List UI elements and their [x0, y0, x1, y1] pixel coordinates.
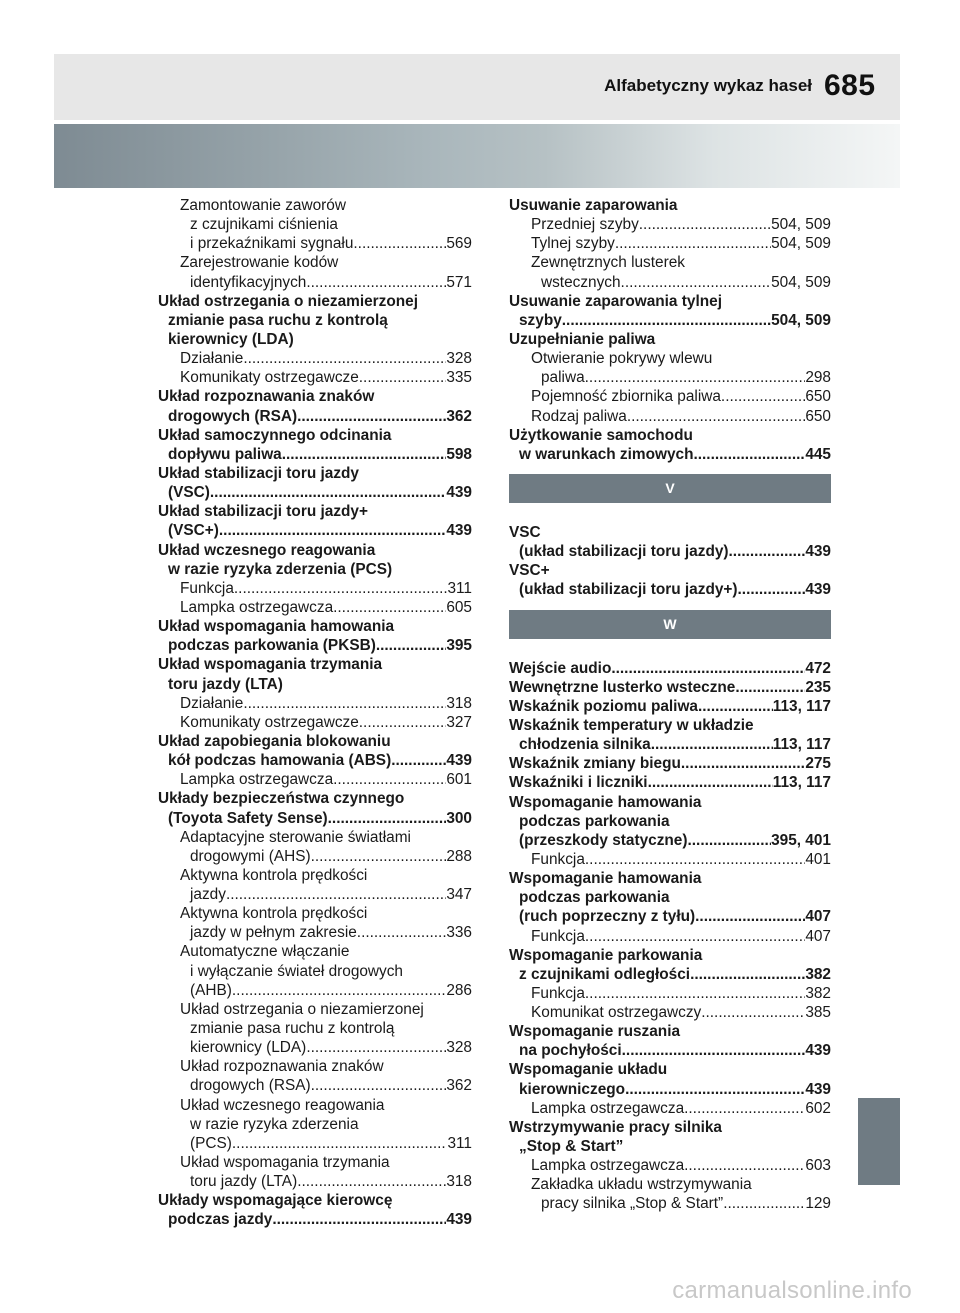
- page-reference: 288: [446, 847, 472, 865]
- dot-leader: [357, 923, 447, 942]
- page-reference: 601: [446, 771, 472, 789]
- page-reference: 335: [446, 369, 472, 387]
- dot-leader: [376, 636, 446, 655]
- page-reference: 328: [446, 350, 472, 368]
- entry-text: drogowych (RSA): [190, 1077, 311, 1095]
- index-entry: toru jazdy (LTA): [168, 675, 283, 693]
- entry-text: kierownicy (LDA): [190, 1039, 307, 1057]
- dot-leader: [306, 1038, 446, 1057]
- dot-leader: [690, 965, 805, 984]
- entry-text: pracy silnika „Stop & Start”: [541, 1195, 724, 1213]
- index-subentry: [509, 1003, 831, 1022]
- dot-leader: [359, 713, 447, 732]
- dot-leader: [693, 445, 805, 464]
- entry-text: wstecznych: [541, 273, 621, 291]
- index-entry: Usuwanie zaparowania: [509, 197, 678, 214]
- page-reference: 439: [805, 581, 831, 599]
- index-entry: Układ stabilizacji toru jazdy+: [158, 503, 368, 521]
- index-entry: Układ samoczynnego odcinania: [158, 426, 392, 444]
- dot-leader: [611, 659, 805, 678]
- dot-leader: [243, 349, 446, 368]
- index-entry: [509, 1080, 831, 1099]
- index-entry: podczas parkowania: [519, 889, 670, 907]
- page-reference: 327: [446, 713, 472, 731]
- index-entry: Układy bezpieczeństwa czynnego: [158, 790, 405, 808]
- page-reference: 504, 509: [771, 235, 831, 253]
- index-entry: [509, 580, 831, 599]
- index-entry: Układy wspomagające kierowcę: [158, 1192, 393, 1210]
- index-entry: VSC: [509, 523, 541, 541]
- dot-leader: [234, 579, 448, 598]
- header-gradient-band: [54, 124, 900, 188]
- dot-leader: [585, 368, 806, 387]
- index-subentry: [158, 349, 472, 368]
- page-reference: 571: [446, 273, 472, 291]
- index-entry: [509, 445, 831, 464]
- page-reference: 382: [805, 965, 831, 983]
- entry-text: Funkcja: [531, 850, 585, 868]
- section-letter-header: V: [509, 474, 831, 503]
- page-reference: 318: [446, 1173, 472, 1191]
- dot-leader: [681, 754, 805, 773]
- entry-text: podczas parkowania (PKSB): [168, 637, 376, 655]
- entry-text: podczas jazdy: [168, 1211, 273, 1229]
- dot-leader: [648, 773, 773, 792]
- page-header: [54, 54, 900, 120]
- page-reference: 504, 509: [771, 216, 831, 234]
- index-subentry: [158, 368, 472, 387]
- page-reference: 395: [446, 637, 472, 655]
- index-entry: Układ rozpoznawania znaków: [158, 388, 375, 406]
- dot-leader: [359, 368, 447, 387]
- index-entry: [509, 773, 831, 792]
- index-subentry: Automatyczne włączanie: [180, 943, 350, 961]
- index-subentry: [509, 1194, 831, 1213]
- entry-text: jazdy: [190, 886, 226, 904]
- entry-text: Komunikat ostrzegawczy: [531, 1004, 702, 1022]
- page-reference: 395, 401: [771, 831, 831, 849]
- page-reference: 286: [446, 981, 472, 999]
- page-reference: 598: [446, 445, 472, 463]
- index-subentry: [509, 387, 831, 406]
- index-entry: [509, 754, 831, 773]
- dot-leader: [615, 234, 771, 253]
- dot-leader: [232, 1134, 448, 1153]
- page-reference: 407: [805, 927, 831, 945]
- index-subentry: Zamontowanie zaworów: [180, 197, 346, 214]
- dot-leader: [651, 735, 773, 754]
- entry-text: Funkcja: [531, 984, 585, 1002]
- dot-leader: [684, 1156, 805, 1175]
- page-number: 685: [824, 69, 876, 102]
- index-entry: [158, 521, 472, 540]
- dot-leader: [723, 1194, 805, 1213]
- page-reference: 336: [446, 924, 472, 942]
- dot-leader: [721, 387, 805, 406]
- index-entry: „Stop & Start”: [519, 1138, 624, 1156]
- dot-leader: [627, 407, 805, 426]
- page-reference: 298: [805, 369, 831, 387]
- entry-text: jazdy w pełnym zakresie: [190, 924, 357, 942]
- entry-text: Komunikaty ostrzegawcze: [180, 713, 359, 731]
- entry-text: Wewnętrzne lusterko wsteczne: [509, 678, 736, 696]
- index-entry: [158, 809, 472, 828]
- index-entry: Wspomaganie hamowania: [509, 870, 702, 888]
- entry-text: dopływu paliwa: [168, 445, 282, 463]
- page-reference: 472: [805, 659, 831, 677]
- index-subentry: z czujnikami ciśnienia: [190, 216, 338, 234]
- index-entry: [158, 407, 472, 426]
- section-letter-header: W: [509, 610, 831, 639]
- dot-leader: [585, 984, 805, 1003]
- index-subentry: [158, 981, 472, 1000]
- index-subentry: Układ rozpoznawania znaków: [180, 1058, 384, 1076]
- dot-leader: [625, 1080, 805, 1099]
- index-entry: Wskaźnik temperatury w układzie: [509, 716, 754, 734]
- index-entry: Układ ostrzegania o niezamierzonej: [158, 292, 419, 310]
- entry-text: Wskaźnik poziomu paliwa: [509, 697, 698, 715]
- header-title: Alfabetyczny wykaz haseł: [604, 76, 812, 95]
- page-reference: 439: [446, 752, 472, 770]
- index-subentry: [158, 579, 472, 598]
- entry-text: identyfikacyjnych: [190, 273, 307, 291]
- index-subentry: i wyłączanie świateł drogowych: [190, 962, 403, 980]
- entry-text: Wskaźniki i liczniki: [509, 774, 648, 792]
- index-entry: [158, 751, 472, 770]
- index-entry: Układ stabilizacji toru jazdy: [158, 464, 359, 482]
- entry-text: drogowych (RSA): [168, 407, 298, 425]
- dot-leader: [622, 1041, 806, 1060]
- index-subentry: [509, 1099, 831, 1118]
- index-subentry: [158, 885, 472, 904]
- index-entry: [509, 907, 831, 926]
- index-subentry: [509, 234, 831, 253]
- index-entry: VSC+: [509, 562, 550, 580]
- entry-text: Wskaźnik zmiany biegu: [509, 755, 681, 773]
- dot-leader: [328, 809, 447, 828]
- page-reference: 605: [446, 598, 472, 616]
- page-reference: 439: [805, 543, 831, 561]
- index-subentry: Układ ostrzegania o niezamierzonej: [180, 1000, 424, 1018]
- entry-text: (PCS): [190, 1134, 232, 1152]
- index-subentry: [509, 984, 831, 1003]
- entry-text: Lampka ostrzegawcza: [180, 771, 334, 789]
- page-reference: 439: [446, 1211, 472, 1229]
- index-entry: [509, 697, 831, 716]
- index-subentry: zmianie pasa ruchu z kontrolą: [190, 1020, 395, 1038]
- page-reference: 650: [805, 407, 831, 425]
- watermark: carmanualsonline.info: [672, 1277, 912, 1304]
- entry-text: w warunkach zimowych: [519, 445, 694, 463]
- page-reference: 385: [805, 1004, 831, 1022]
- dot-leader: [226, 885, 446, 904]
- dot-leader: [695, 907, 805, 926]
- page-reference: 407: [805, 908, 831, 926]
- index-entry: Użytkowanie samochodu: [509, 426, 693, 444]
- index-entry: podczas parkowania: [519, 812, 670, 830]
- page-reference: 439: [446, 484, 472, 502]
- entry-text: paliwa: [541, 369, 585, 387]
- index-entry: Układ wspomagania hamowania: [158, 618, 395, 636]
- index-entry: Wspomaganie parkowania: [509, 946, 703, 964]
- dot-leader: [621, 273, 772, 292]
- index-subentry: [158, 273, 472, 292]
- entry-text: (układ stabilizacji toru jazdy+): [519, 581, 738, 599]
- entry-text: Lampka ostrzegawcza: [531, 1099, 685, 1117]
- dot-leader: [311, 847, 447, 866]
- entry-text: Komunikaty ostrzegawcze: [180, 369, 359, 387]
- entry-text: (przeszkody statyczne): [519, 831, 688, 849]
- index-entry: Wspomaganie ruszania: [509, 1023, 681, 1041]
- index-entry: Układ wczesnego reagowania: [158, 541, 376, 559]
- dot-leader: [562, 311, 771, 330]
- entry-text: (ruch poprzeczny z tyłu): [519, 908, 696, 926]
- dot-leader: [391, 751, 446, 770]
- index-entry: Wstrzymywanie pracy silnika: [509, 1118, 722, 1136]
- dot-leader: [698, 697, 773, 716]
- entry-text: Funkcja: [531, 927, 585, 945]
- index-entry: [509, 311, 831, 330]
- page-reference: 347: [446, 886, 472, 904]
- dot-leader: [738, 580, 806, 599]
- index-subentry: [158, 770, 472, 789]
- dot-leader: [585, 850, 805, 869]
- page-reference: 235: [805, 678, 831, 696]
- page-reference: 328: [446, 1039, 472, 1057]
- page-reference: 602: [805, 1099, 831, 1117]
- dot-leader: [639, 215, 771, 234]
- dot-leader: [701, 1003, 805, 1022]
- dot-leader: [333, 770, 446, 789]
- dot-leader: [243, 694, 446, 713]
- page-reference: 439: [805, 1080, 831, 1098]
- index-entry: [158, 1210, 472, 1229]
- page-reference: 445: [805, 445, 831, 463]
- entry-text: (VSC): [168, 484, 210, 502]
- index-entry: Usuwanie zaparowania tylnej: [509, 292, 722, 310]
- dot-leader: [688, 831, 772, 850]
- entry-text: chłodzenia silnika: [519, 736, 651, 754]
- dot-leader: [306, 273, 446, 292]
- page-reference: 569: [446, 235, 472, 253]
- dot-leader: [232, 981, 446, 1000]
- index-subentry: [158, 598, 472, 617]
- index-subentry: [158, 923, 472, 942]
- index-entry: [509, 678, 831, 697]
- index-entry: [158, 483, 472, 502]
- index-subentry: [509, 273, 831, 292]
- entry-text: Lampka ostrzegawcza: [180, 598, 334, 616]
- index-subentry: [158, 713, 472, 732]
- index-subentry: Zarejestrowanie kodów: [180, 254, 339, 272]
- entry-text: kierowniczego: [519, 1080, 626, 1098]
- entry-text: Lampka ostrzegawcza: [531, 1157, 685, 1175]
- page-reference: 300: [446, 809, 472, 827]
- page-reference: 650: [805, 388, 831, 406]
- page-reference: 113, 117: [772, 697, 831, 715]
- index-subentry: [158, 1172, 472, 1191]
- page-reference: 504, 509: [771, 311, 831, 329]
- index-entry: Wspomaganie hamowania: [509, 793, 702, 811]
- index-subentry: Układ wspomagania trzymania: [180, 1154, 390, 1172]
- page-reference: 362: [446, 407, 472, 425]
- index-subentry: [509, 368, 831, 387]
- dot-leader: [585, 927, 805, 946]
- index-subentry: [158, 694, 472, 713]
- index-entry: w razie ryzyka zderzenia (PCS): [168, 560, 393, 578]
- page-reference: 318: [446, 694, 472, 712]
- page-reference: 129: [805, 1195, 831, 1213]
- dot-leader: [272, 1210, 446, 1229]
- index-subentry: Aktywna kontrola prędkości: [180, 866, 368, 884]
- index-subentry: [509, 927, 831, 946]
- entry-text: Pojemność zbiornika paliwa: [531, 388, 721, 406]
- entry-text: Działanie: [180, 694, 244, 712]
- dot-leader: [297, 1172, 446, 1191]
- entry-text: (AHB): [190, 981, 232, 999]
- index-entry: [509, 542, 831, 561]
- entry-text: toru jazdy (LTA): [190, 1173, 298, 1191]
- dot-leader: [729, 542, 806, 561]
- entry-text: szyby: [519, 311, 562, 329]
- entry-text: (układ stabilizacji toru jazdy): [519, 543, 729, 561]
- page-reference: 362: [446, 1077, 472, 1095]
- index-subentry: [158, 234, 472, 253]
- index-subentry: Otwieranie pokrywy wlewu: [531, 350, 713, 368]
- index-column-right: [509, 196, 831, 1214]
- index-entry: kierownicy (LDA): [168, 330, 294, 348]
- index-entry: [158, 445, 472, 464]
- page-reference: 401: [805, 850, 831, 868]
- dot-leader: [210, 483, 446, 502]
- index-subentry: Aktywna kontrola prędkości: [180, 905, 368, 923]
- entry-text: kół podczas hamowania (ABS): [168, 752, 392, 770]
- index-entry: zmianie pasa ruchu z kontrolą: [168, 311, 388, 329]
- entry-text: (VSC+): [168, 522, 219, 540]
- entry-text: Działanie: [180, 350, 244, 368]
- entry-text: Funkcja: [180, 579, 234, 597]
- index-subentry: w razie ryzyka zderzenia: [190, 1115, 359, 1133]
- page-reference: 603: [805, 1157, 831, 1175]
- index-entry: Wspomaganie układu: [509, 1061, 668, 1079]
- index-subentry: Adaptacyjne sterowanie światłami: [180, 828, 411, 846]
- dot-leader: [353, 234, 446, 253]
- dot-leader: [282, 445, 447, 464]
- dot-leader: [311, 1076, 447, 1095]
- index-subentry: [158, 1134, 472, 1153]
- entry-text: na pochyłości: [519, 1042, 622, 1060]
- entry-text: i przekaźnikami sygnału: [190, 235, 354, 253]
- index-thumb-tab: [858, 1098, 900, 1185]
- page-reference: 311: [447, 1134, 472, 1152]
- entry-text: z czujnikami odległości: [519, 965, 691, 983]
- page-reference: 311: [447, 579, 472, 597]
- index-entry: [509, 659, 831, 678]
- index-entry: Uzupełnianie paliwa: [509, 330, 656, 348]
- page-reference: 439: [446, 522, 472, 540]
- index-subentry: Układ wczesnego reagowania: [180, 1096, 385, 1114]
- index-entry: [509, 735, 831, 754]
- entry-text: (Toyota Safety Sense): [168, 809, 328, 827]
- dot-leader: [297, 407, 446, 426]
- index-subentry: [509, 1156, 831, 1175]
- entry-text: Tylnej szyby: [531, 235, 615, 253]
- page-reference: 504, 509: [771, 273, 831, 291]
- index-subentry: [509, 215, 831, 234]
- index-entry: [509, 1041, 831, 1060]
- page-reference: 382: [805, 984, 831, 1002]
- index-entry: [158, 636, 472, 655]
- index-subentry: [509, 850, 831, 869]
- entry-text: drogowymi (AHS): [190, 847, 311, 865]
- index-subentry: [158, 1076, 472, 1095]
- index-subentry: Zakładka układu wstrzymywania: [531, 1176, 752, 1194]
- index-entry: [509, 965, 831, 984]
- index-subentry: [509, 407, 831, 426]
- index-column-left: [158, 196, 472, 1230]
- index-entry: Układ wspomagania trzymania: [158, 656, 383, 674]
- dot-leader: [219, 521, 446, 540]
- index-subentry: [158, 847, 472, 866]
- page-reference: 113, 117: [772, 774, 831, 792]
- dot-leader: [684, 1099, 805, 1118]
- dot-leader: [735, 678, 805, 697]
- index-entry: [509, 831, 831, 850]
- dot-leader: [333, 598, 446, 617]
- index-entry: Układ zapobiegania blokowaniu: [158, 732, 391, 750]
- page-reference: 439: [805, 1042, 831, 1060]
- page-reference: 275: [805, 755, 831, 773]
- entry-text: Rodzaj paliwa: [531, 407, 627, 425]
- entry-text: Wejście audio: [509, 659, 612, 677]
- index-subentry: Zewnętrznych lusterek: [531, 254, 685, 272]
- entry-text: Przedniej szyby: [531, 216, 639, 234]
- index-subentry: [158, 1038, 472, 1057]
- page-reference: 113, 117: [772, 736, 831, 754]
